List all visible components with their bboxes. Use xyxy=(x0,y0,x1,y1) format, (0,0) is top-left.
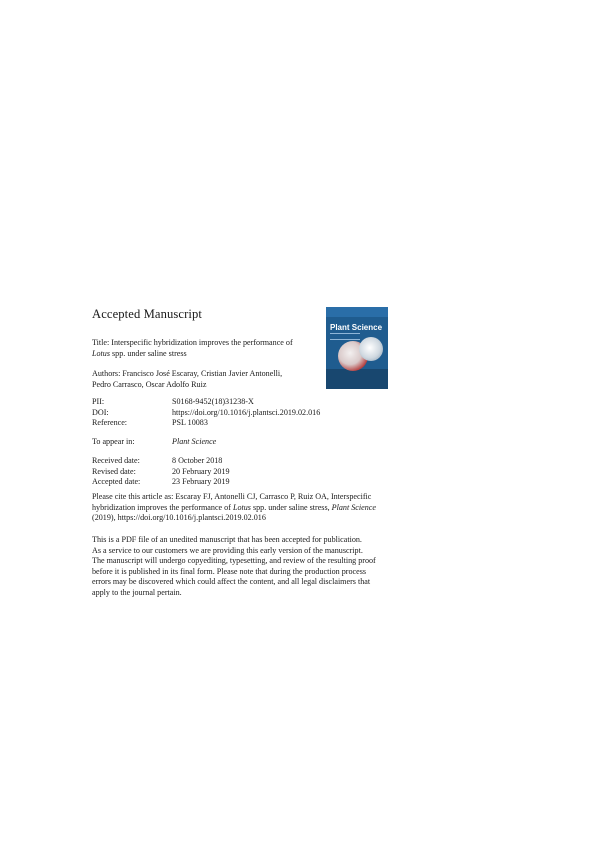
citation-line-3[interactable]: (2019), https://doi.org/10.1016/j.plantsci.2019.02.016 xyxy=(92,513,266,523)
title-text-2: spp. under saline stress xyxy=(112,348,187,358)
appear-row xyxy=(92,437,422,448)
citation-italic-genus: Lotus xyxy=(232,502,251,512)
identifier-list xyxy=(92,397,422,429)
journal-cover-image xyxy=(326,307,388,389)
accepted-label: Accepted date: xyxy=(92,477,141,487)
authors-label: Authors: xyxy=(92,369,121,378)
date-list xyxy=(92,456,422,488)
page-heading: Accepted Manuscript xyxy=(92,307,202,321)
disclaimer-line: before it is published in its final form. Please note that during the production process xyxy=(92,566,367,576)
date-row-revised xyxy=(92,467,422,478)
disclaimer-line: As a service to our customers we are providing this early version of the manuscript. xyxy=(92,545,363,555)
doi-link[interactable]: https://doi.org/10.1016/j.plantsci.2019.02.016 xyxy=(172,407,321,417)
disclaimer-line: errors may be discovered which could affect the content, and all legal disclaimers that xyxy=(92,577,371,587)
disclaimer-line: The manuscript will undergo copyediting, typesetting, and review of the resulting proof xyxy=(92,556,376,566)
citation-paragraph xyxy=(92,492,510,524)
reference-label: Reference: xyxy=(92,418,128,428)
accepted-value: 23 February 2019 xyxy=(172,477,230,487)
received-value: 8 October 2018 xyxy=(172,456,223,465)
doi-label: DOI: xyxy=(92,407,109,417)
revised-label: Revised date: xyxy=(92,466,136,476)
disclaimer-line: This is a PDF file of an unedited manuscript that has been accepted for publication. xyxy=(92,535,362,544)
received-label: Received date: xyxy=(92,456,140,465)
title-label: Title: xyxy=(92,338,110,347)
title-text-1: Interspecific hybridization improves the performance of xyxy=(111,338,293,347)
title-italic-genus: Lotus xyxy=(92,348,110,358)
appear-label: To appear in: xyxy=(92,437,135,446)
identifier-row-doi xyxy=(92,408,422,419)
citation-journal: Plant Science xyxy=(331,502,376,512)
authors-text-2: Pedro Carrasco, Oscar Adolfo Ruiz xyxy=(92,379,207,389)
article-title xyxy=(92,338,312,359)
disclaimer-line: apply to the journal pertain. xyxy=(92,587,182,597)
cover-dark-band xyxy=(326,369,388,389)
pii-value: S0168-9452(18)31238-X xyxy=(172,397,254,406)
date-row-accepted xyxy=(92,477,422,488)
article-authors xyxy=(92,369,332,390)
citation-line-2a: hybridization improves the performance of xyxy=(92,502,231,512)
identifier-row-pii xyxy=(92,397,422,408)
cover-leaf-white xyxy=(359,337,383,361)
reference-value: PSL 10083 xyxy=(172,418,208,428)
cover-banner xyxy=(326,307,388,317)
pii-label: PII: xyxy=(92,397,105,406)
revised-value: 20 February 2019 xyxy=(172,466,230,476)
citation-line-2b: spp. under saline stress, xyxy=(252,502,330,512)
cover-subtitle-lines xyxy=(330,333,360,340)
appear-in xyxy=(92,437,422,448)
date-row-received xyxy=(92,456,422,467)
disclaimer-paragraph xyxy=(92,535,510,599)
journal-name: Plant Science xyxy=(172,437,217,446)
citation-line-1: Please cite this article as: Escaray FJ, Antonelli CJ, Carrasco P, Ruiz OA, Interspecific xyxy=(92,492,372,501)
authors-text-1: Francisco José Escaray, Cristian Javier Antonelli, xyxy=(122,369,283,378)
identifier-row-reference xyxy=(92,418,422,429)
cover-journal-title: Plant Science xyxy=(330,323,383,332)
